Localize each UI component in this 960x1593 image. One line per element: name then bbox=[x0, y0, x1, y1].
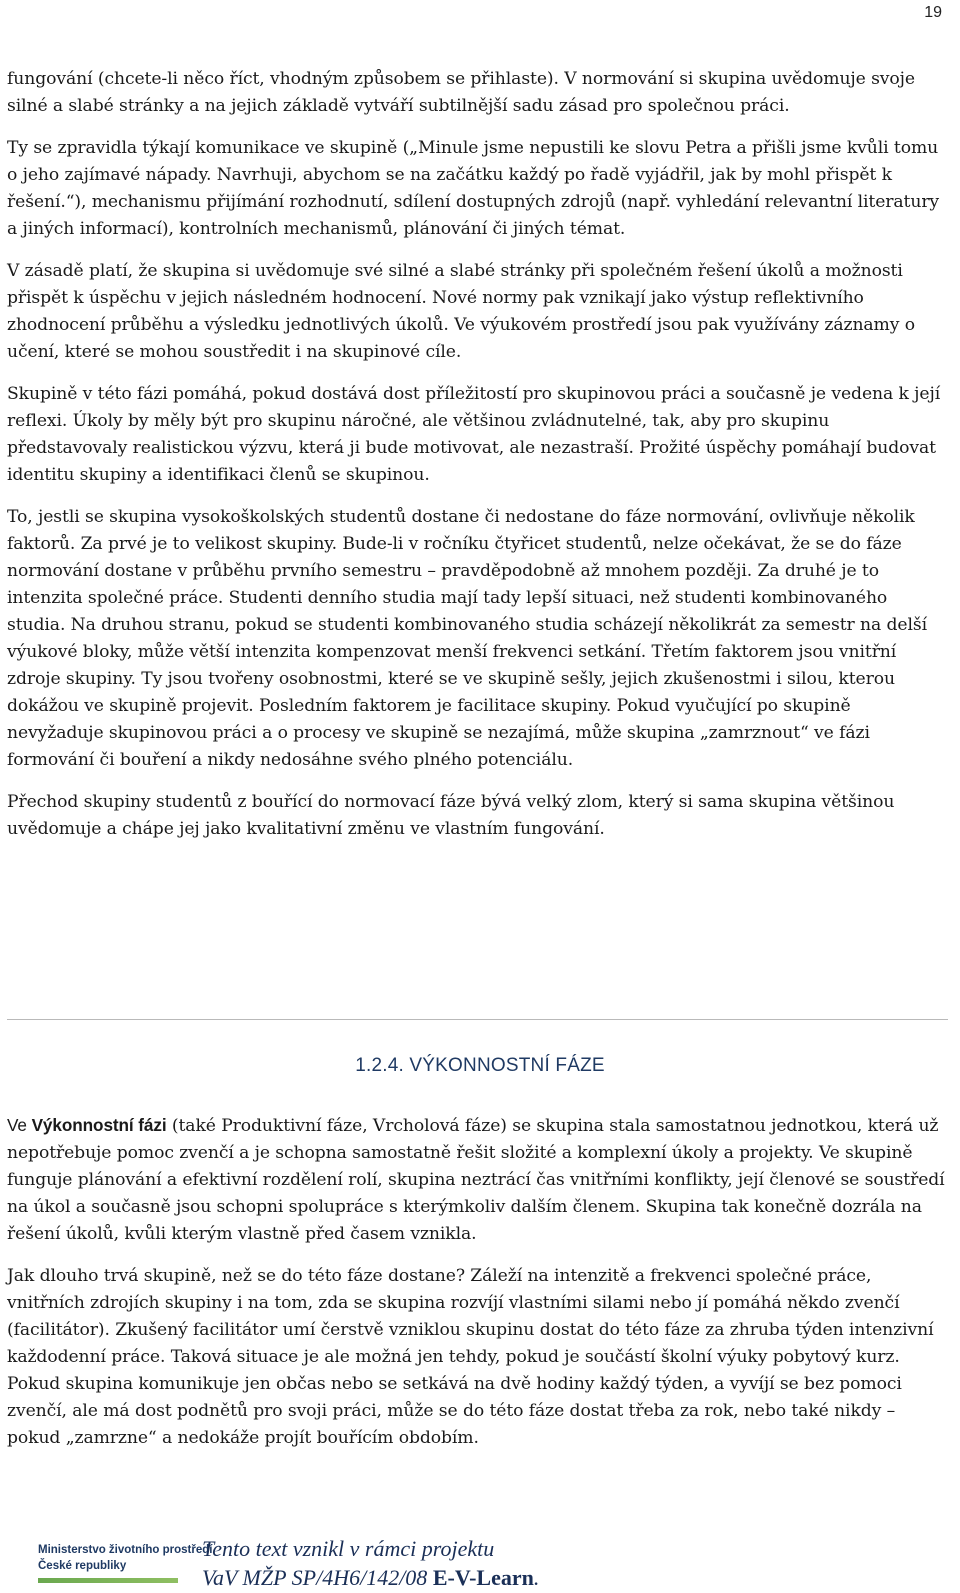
paragraph: fungování (chcete-li něco říct, vhodným způsobem se přihlaste). V normování si skupina uvědomuje svoje silné a slabé stránky a na jejich základě vytváří subtilnější sadu zásad pro společnou práci. bbox=[7, 69, 915, 116]
term-bold: Výkonnostní fázi bbox=[31, 1115, 167, 1135]
paragraph: Přechod skupiny studentů z bouřící do normovací fáze bývá velký zlom, který si sama skupina většinou uvědomuje a chápe jej jako kvalitativní změnu ve vlastním fungování. bbox=[7, 792, 895, 839]
paragraph: Jak dlouho trvá skupině, než se do této fáze dostane? Záleží na intenzitě a frekvenci společné práce, vnitřních zdrojích skupiny i na tom, zda se skupina rozvíjí vlastními silami nebo jí pomáhá někdo zvenčí (facilitátor). Zkušený facilitátor umí čerstvě vzniklou skupinu dostat do této fáze za zhruba týden intenzivní každodenní práce. Taková situace je ale možná jen tehdy, pokud je součástí školní výuky pobytový kurz. Pokud skupina komunikuje jen občas nebo se setkává na dvě hodiny každý týden, a vyvíjí se bez pomoci zvenčí, ale má dost podnětů pro svoji práci, může se do této fáze dostat třeba za rok, nebo také nikdy – pokud „zamrzne“ a nedokáže projít bouřícím obdobím. bbox=[7, 1266, 934, 1448]
intro-prefix: Ve bbox=[7, 1115, 32, 1135]
paragraph bbox=[7, 1112, 947, 1248]
logo-text-line1: Ministerstvo životního prostředí bbox=[38, 1544, 213, 1556]
footer-line1: Tento text vznikl v rámci projektu bbox=[202, 1536, 495, 1561]
footer-period: . bbox=[533, 1565, 540, 1590]
project-name: E-V-Learn bbox=[432, 1565, 534, 1590]
section-heading: 1.2.4. VÝKONNOSTNÍ FÁZE bbox=[355, 1055, 605, 1076]
section-divider bbox=[7, 1019, 948, 1020]
page-number: 19 bbox=[924, 4, 942, 21]
logo-bar bbox=[38, 1578, 178, 1583]
paragraph: Skupině v této fázi pomáhá, pokud dostává dost příležitostí pro skupinovou práci a současně je vedena k její reflexi. Úkoly by měly být pro skupinu náročné, ale většinou zvládnutelné, tak, aby pro skupinu představovaly realistickou výzvu, která ji bude motivovat, ale nezastraší. Prožité úspěchy pomáhají budovat identitu skupiny a identifikaci členů se skupinou. bbox=[7, 384, 941, 485]
project-code: VaV MŽP SP/4H6/142/08 bbox=[202, 1565, 433, 1590]
footer-project-note bbox=[202, 1534, 539, 1592]
paragraph: Ty se zpravidla týkají komunikace ve skupině („Minule jsme nepustili ke slovu Petra a přišli jsme kvůli tomu o jeho zajímavé nápady. Navrhuji, abychom se na začátku každý po řadě vyjádřil, jak by mohl přispět k řešení.“), mechanismu přijímání rozhodnutí, sdílení dostupných zdrojů (např. vyhledání relevantní literatury a jiných informací), kontrolních mechanismů, plánování či jiných témat. bbox=[7, 138, 940, 239]
intro-rest: (také Produktivní fáze, Vrcholová fáze) se skupina stala samostatnou jednotkou, která už nepotřebuje pomoc zvenčí a je schopna samostatně řešit složité a komplexní úkoly a projekty. Ve skupině funguje plánování a efektivní rozdělení rolí, skupina neztrácí čas vnitřními konflikty, její členové se soustředí na úkol a současně jsou schopni spolupráce s kterýmkoliv dalším členem. Skupina tak konečně dozrála na řešení úkolů, kvůli kterým vlastně před časem vznikla. bbox=[7, 1116, 945, 1244]
body-text-section bbox=[7, 66, 947, 858]
paragraph: V zásadě platí, že skupina si uvědomuje své silné a slabé stránky při společném řešení úkolů a možnosti přispět k úspěchu v jejich následném hodnocení. Nové normy pak vznikají jako výstup reflektivního zhodnocení průběhu a výsledku jednotlivých úkolů. Ve výukovém prostředí jsou pak využívány záznamy o učení, které se mohou soustředit i na skupinové cíle. bbox=[7, 261, 915, 362]
paragraph: To, jestli se skupina vysokoškolských studentů dostane či nedostane do fáze normování, ovlivňuje několik faktorů. Za prvé je to velikost skupiny. Bude-li v ročníku čtyřicet studentů, nelze očekávat, že se do fáze normování dostane v průběhu prvního semestru – pravděpodobně až mnohem později. Za druhé je to intenzita společné práce. Studenti denního studia mají tady lepší situaci, než studenti kombinovaného studia. Na druhou stranu, pokud se studenti kombinovaného studia scházejí několikrát za semestr na delší výukové bloky, může větší intenzita kompenzovat menší frekvenci setkání. Třetím faktorem jsou vnitřní zdroje skupiny. Ty jsou tvořeny osobnostmi, které se ve skupině sešly, jejich zkušenostmi i silou, kterou dokážou ve skupině projevit. Posledním faktorem je facilitace skupiny. Pokud vyučující po skupině nevyžaduje skupinovou práci a o procesy ve skupině se nezajímá, může skupina „zamrznout“ ve fázi formování či bouření a nikdy nedosáhne svého plného potenciálu. bbox=[7, 507, 927, 770]
logo-text-line2: České republiky bbox=[38, 1560, 127, 1572]
performance-phase-section bbox=[7, 1112, 947, 1467]
footer-line2 bbox=[202, 1563, 539, 1592]
ministry-logo bbox=[38, 1538, 213, 1586]
